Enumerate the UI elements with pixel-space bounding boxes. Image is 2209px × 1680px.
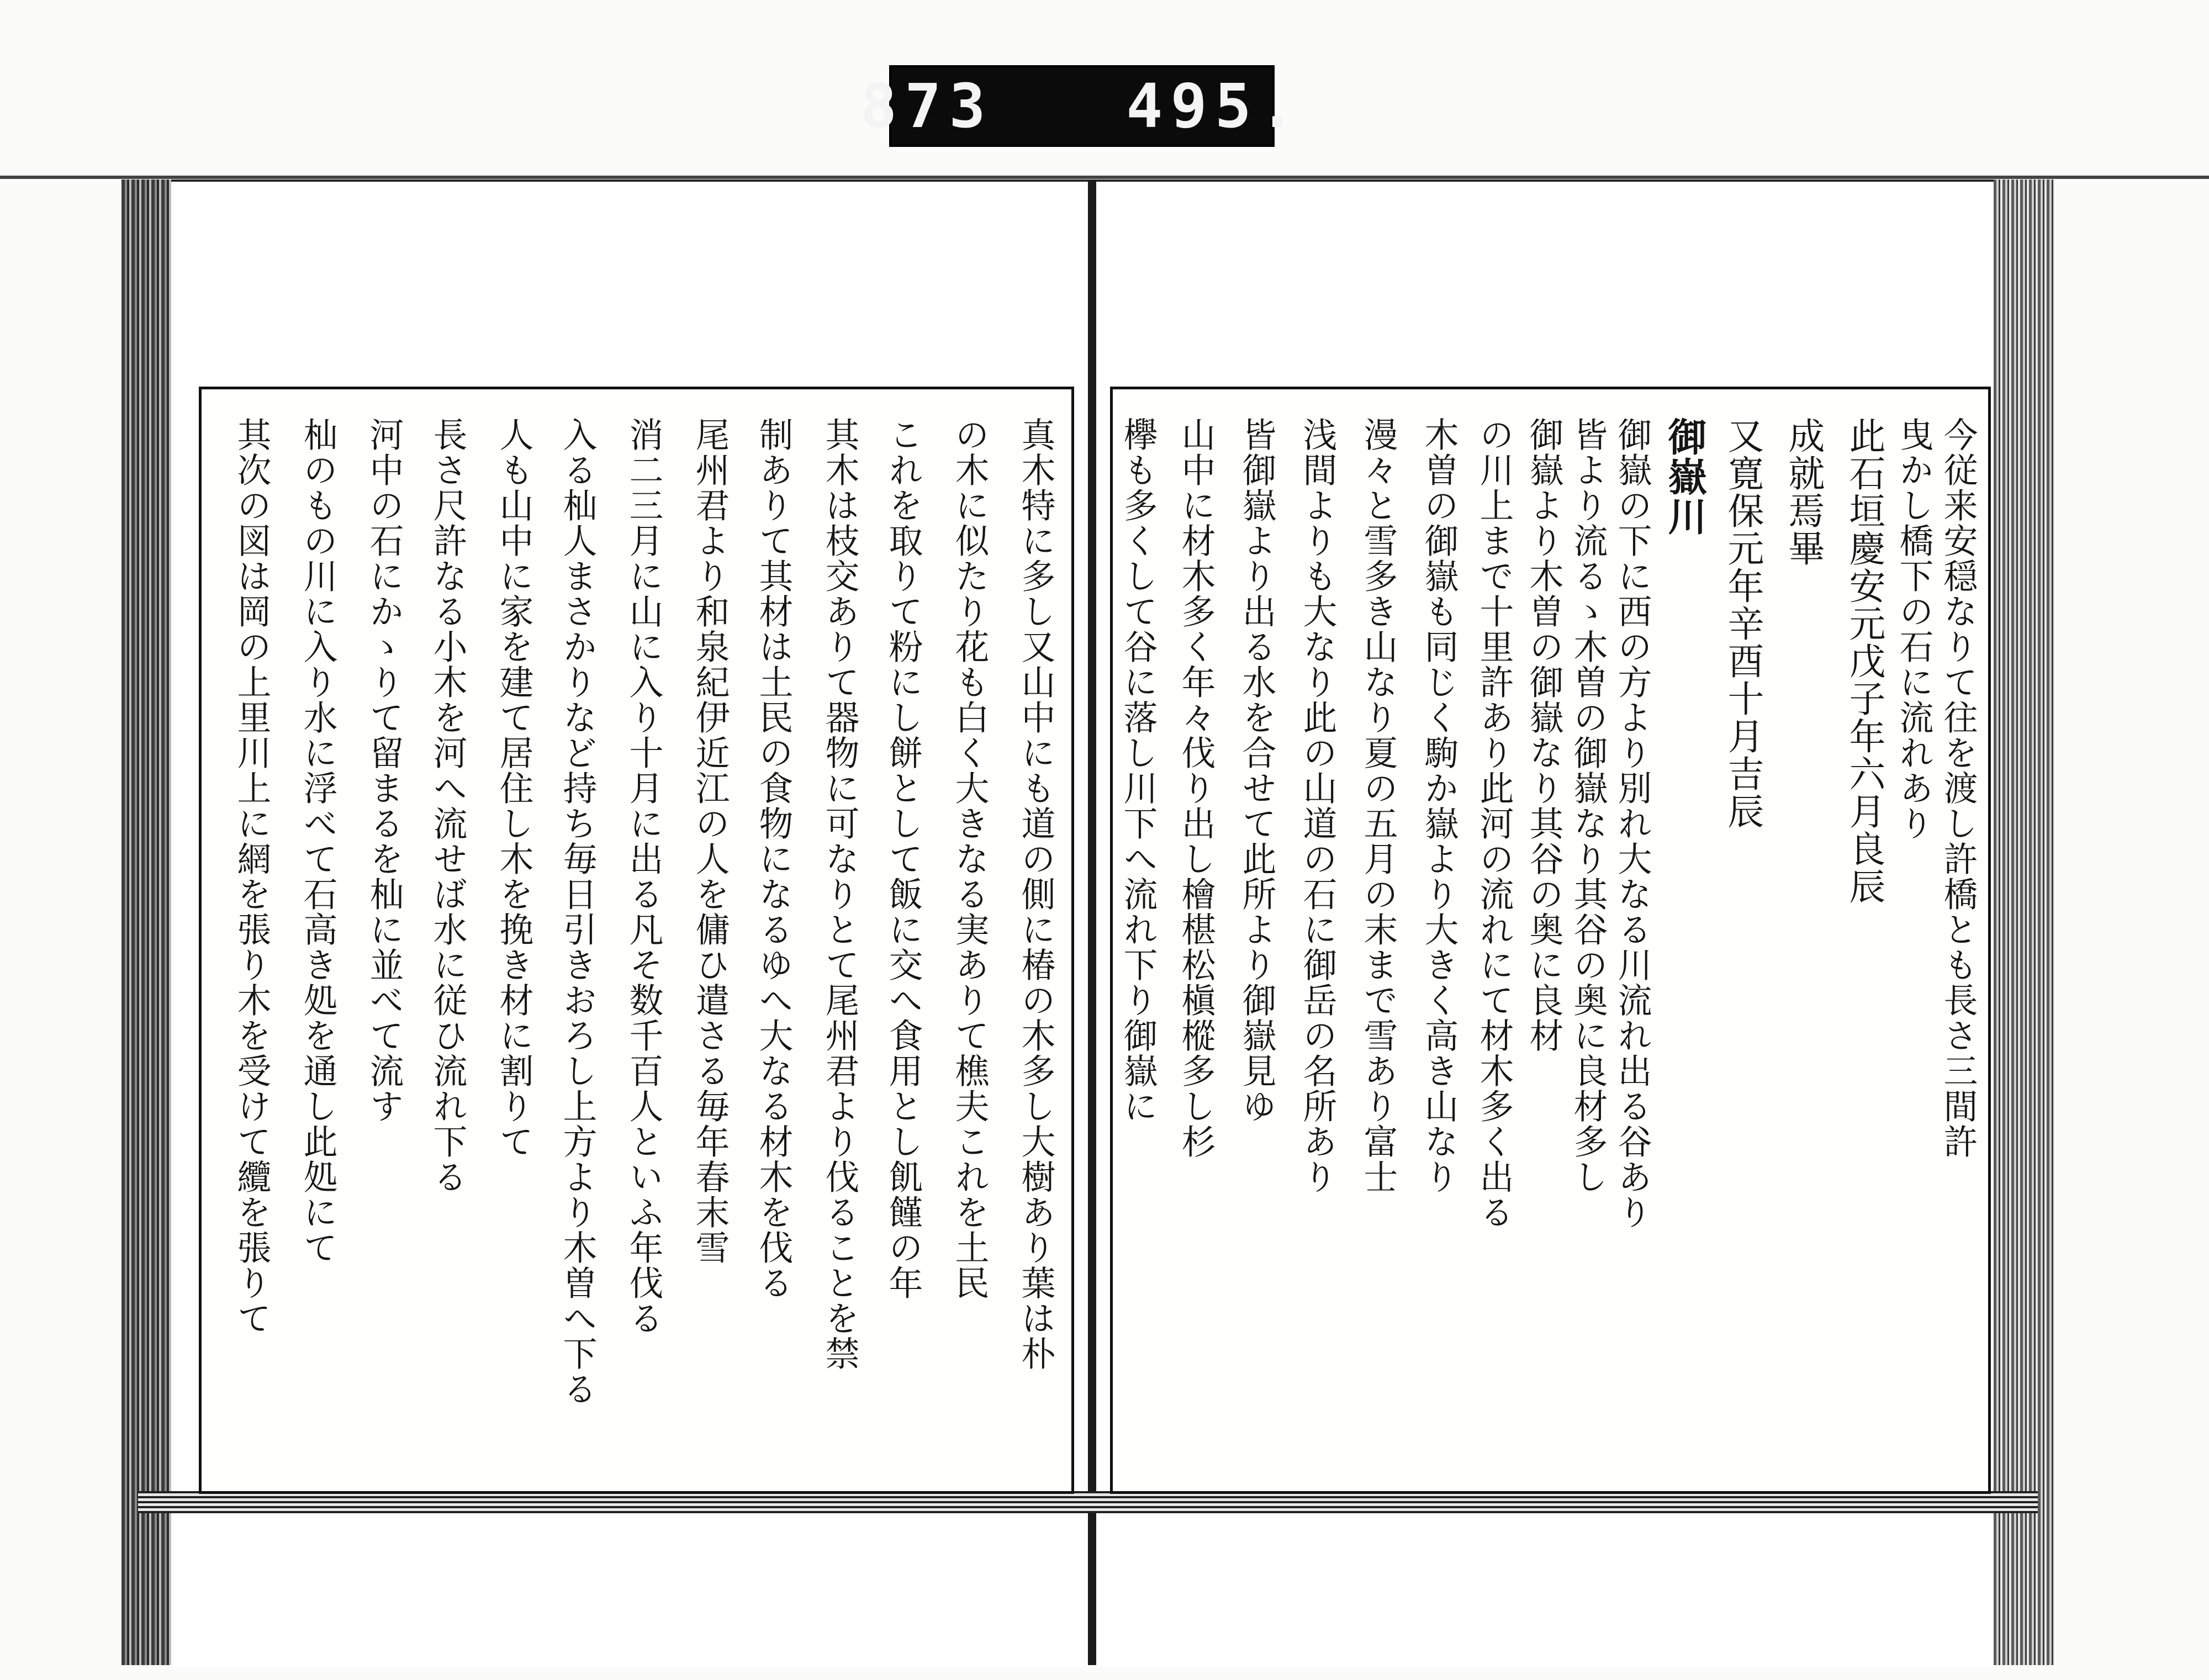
right-column-7: 御嶽の下に西の方より別れ大なる川流れ出る谷あり bbox=[1612, 417, 1652, 1230]
left-column-11: 河中の石にかゝりて留まるを杣に並べて流す bbox=[364, 417, 404, 1124]
left-page-text-frame bbox=[199, 387, 1074, 1494]
right-column-15: 山中に材木多く年々伐り出し檜椹松槇樅多し杉 bbox=[1176, 417, 1216, 1159]
right-column-10: の川上まで十里許あり此河の流れにて材木多く出る bbox=[1474, 417, 1514, 1230]
right-column-5: 又寛保元年辛酉十月吉辰 bbox=[1721, 417, 1764, 830]
section-heading-ontake-river: 御嶽川 bbox=[1662, 417, 1708, 536]
left-column-8: 入る杣人まさかりなど持ち毎日引きおろし上方より木曽へ下る bbox=[557, 417, 598, 1407]
left-column-7: 消二三月に山に入り十月に出る凡そ数千百人といふ年伐る bbox=[623, 417, 664, 1336]
right-column-11: 木曽の御嶽も同じく駒か嶽より大きく高き山なり bbox=[1419, 417, 1459, 1195]
left-column-9: 人も山中に家を建て居住し木を挽き材に割りて bbox=[494, 417, 534, 1159]
left-column-12: 杣のもの川に入り水に浮べて石高き処を通し此処にて bbox=[298, 417, 338, 1265]
book-left-edge bbox=[121, 179, 171, 1665]
page-stack-bottom bbox=[138, 1491, 2038, 1513]
right-column-16: 欅も多くして谷に落し川下へ流れ下り御嶽に bbox=[1118, 417, 1158, 1124]
left-column-6: 尾州君より和泉紀伊近江の人を傭ひ遣さる毎年春末雪 bbox=[690, 417, 730, 1265]
book-right-edge bbox=[1994, 179, 2054, 1665]
scan-top-rule bbox=[0, 176, 2209, 179]
right-column-8: 皆より流るゝ木曽の御嶽なり其谷の奥に良材多し bbox=[1568, 417, 1608, 1195]
right-column-14: 皆御嶽より出る水を合せて此所より御嶽見ゆ bbox=[1236, 417, 1277, 1124]
right-column-9: 御嶽より木曽の御嶽なり其谷の奥に良材 bbox=[1524, 417, 1564, 1053]
left-column-13: 其次の図は岡の上里川上に網を張り木を受けて纜を張りて bbox=[231, 417, 272, 1336]
right-column-3: 此石垣慶安元戊子年六月良辰 bbox=[1843, 417, 1885, 905]
right-column-12: 漫々と雪多き山なり夏の五月の末まで雪あり富士 bbox=[1358, 417, 1398, 1195]
left-column-10: 長さ尺許なる小木を河へ流せば水に従ひ流れ下る bbox=[427, 417, 468, 1195]
book-gutter bbox=[1088, 179, 1096, 1665]
left-column-1: 真木特に多し又山中にも道の側に椿の木多し大樹あり葉は朴 bbox=[1016, 417, 1056, 1371]
right-page-text-frame bbox=[1110, 387, 1991, 1494]
left-column-4: 其木は枝交ありて器物に可なりとて尾州君より伐ることを禁 bbox=[820, 417, 860, 1371]
right-column-13: 浅間よりも大なり此の山道の石に御岳の名所あり bbox=[1297, 417, 1338, 1195]
right-column-1: 今従来安穏なりて往を渡し許橋とも長さ三間許 bbox=[1938, 417, 1978, 1159]
right-column-2: 曳かし橋下の石に流れあり bbox=[1894, 417, 1934, 841]
archive-reference-label: 873 495. bbox=[889, 65, 1275, 147]
left-column-3: これを取りて粉にし餅として飯に交へ食用とし飢饉の年 bbox=[883, 417, 923, 1301]
left-column-2: の木に似たり花も白く大きなる実ありて樵夫これを土民 bbox=[949, 417, 990, 1301]
right-column-4: 成就焉畢 bbox=[1782, 417, 1825, 567]
left-column-5: 制ありて其材は土民の食物になるゆへ大なる材木を伐る bbox=[753, 417, 794, 1301]
